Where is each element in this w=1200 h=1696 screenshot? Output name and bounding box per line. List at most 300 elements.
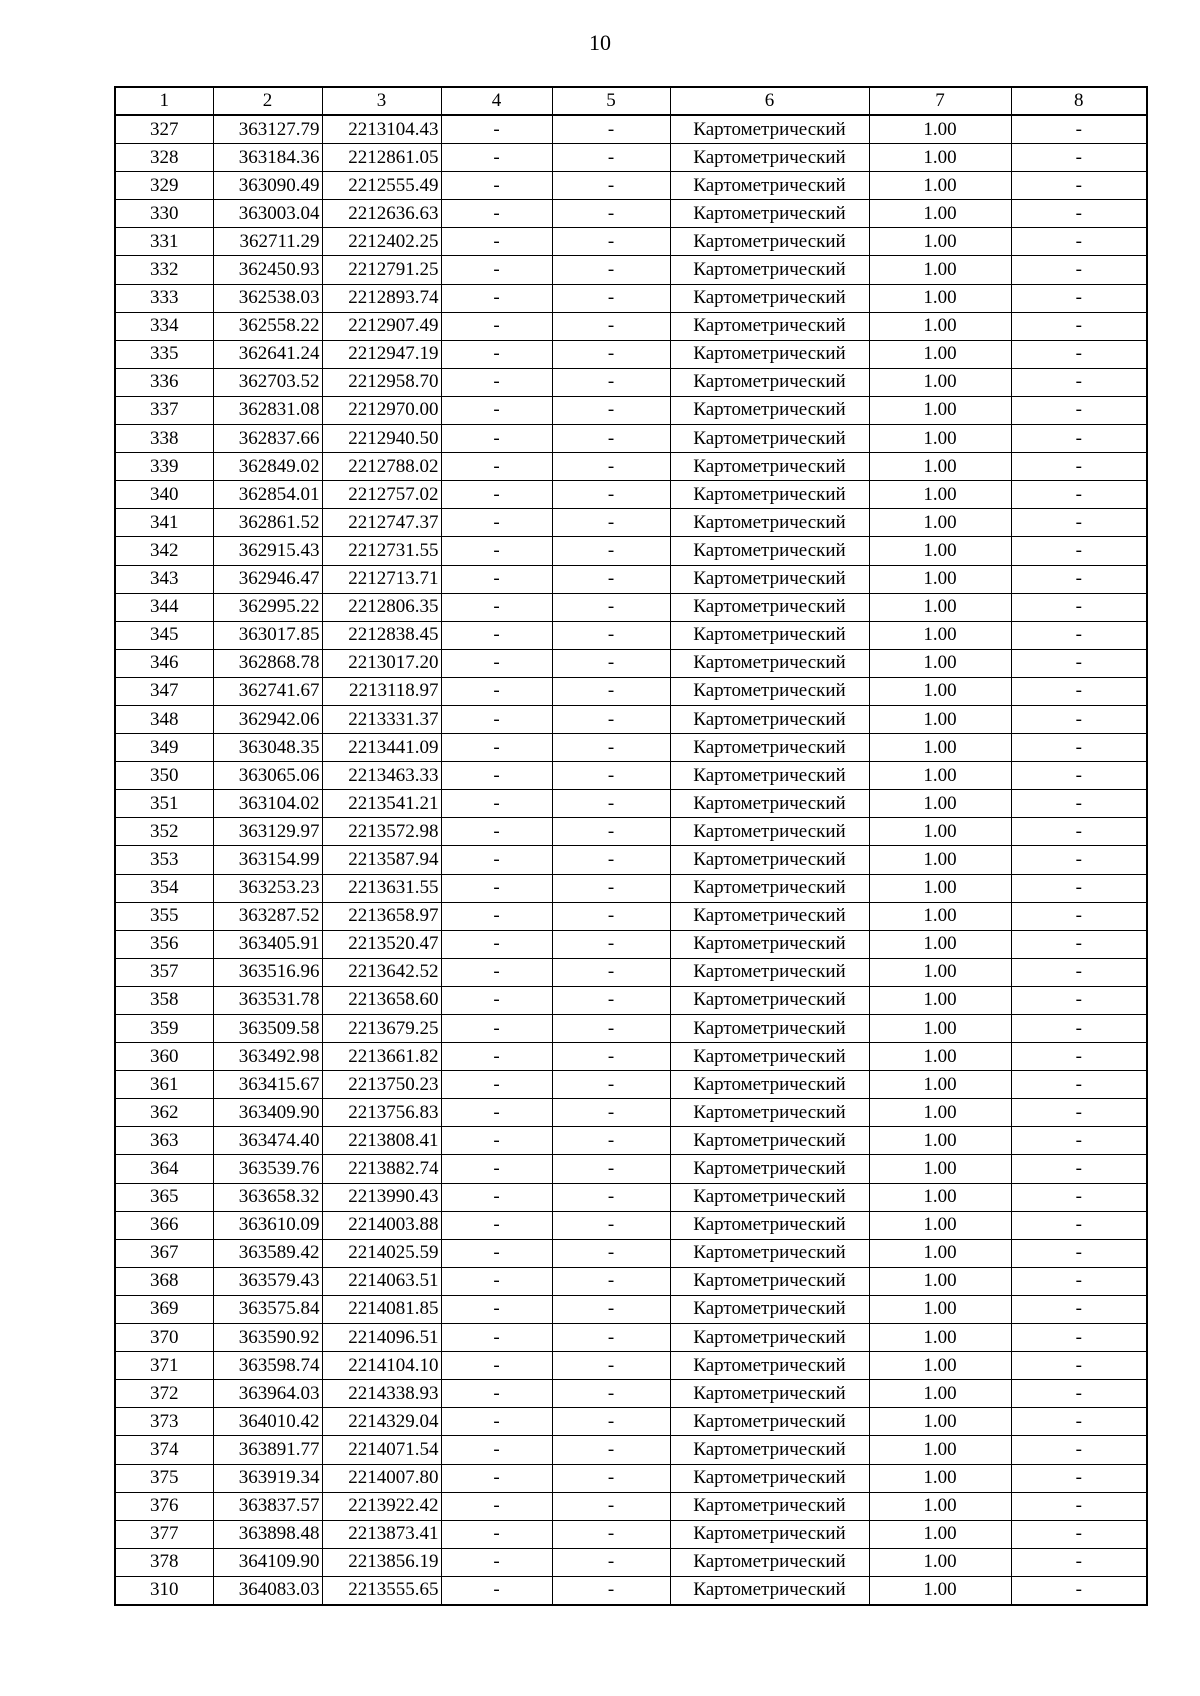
column-5-cell: -	[552, 115, 670, 144]
column-4-cell: -	[441, 1464, 552, 1492]
column-5-cell: -	[552, 1127, 670, 1155]
column-4-cell: -	[441, 1183, 552, 1211]
column-5-cell: -	[552, 874, 670, 902]
method-cell: Картометрический	[670, 705, 869, 733]
method-cell: Картометрический	[670, 762, 869, 790]
accuracy-cell: 1.00	[869, 1324, 1011, 1352]
accuracy-cell: 1.00	[869, 705, 1011, 733]
accuracy-cell: 1.00	[869, 649, 1011, 677]
x-coordinate-cell: 363492.98	[213, 1043, 322, 1071]
point-number-cell: 357	[115, 958, 213, 986]
accuracy-cell: 1.00	[869, 312, 1011, 340]
x-coordinate-cell: 363129.97	[213, 818, 322, 846]
column-header: 5	[552, 87, 670, 115]
method-cell: Картометрический	[670, 396, 869, 424]
column-5-cell: -	[552, 1239, 670, 1267]
y-coordinate-cell: 2213808.41	[322, 1127, 441, 1155]
column-5-cell: -	[552, 1099, 670, 1127]
point-number-cell: 345	[115, 621, 213, 649]
column-5-cell: -	[552, 902, 670, 930]
x-coordinate-cell: 363184.36	[213, 144, 322, 172]
accuracy-cell: 1.00	[869, 425, 1011, 453]
y-coordinate-cell: 2213922.42	[322, 1492, 441, 1520]
column-8-cell: -	[1011, 1099, 1147, 1127]
column-4-cell: -	[441, 1576, 552, 1605]
column-8-cell: -	[1011, 481, 1147, 509]
accuracy-cell: 1.00	[869, 1295, 1011, 1323]
x-coordinate-cell: 363405.91	[213, 930, 322, 958]
x-coordinate-cell: 363589.42	[213, 1239, 322, 1267]
method-cell: Картометрический	[670, 649, 869, 677]
table-row	[115, 902, 1147, 930]
table-row	[115, 818, 1147, 846]
accuracy-cell: 1.00	[869, 115, 1011, 144]
y-coordinate-cell: 2212838.45	[322, 621, 441, 649]
column-5-cell: -	[552, 200, 670, 228]
accuracy-cell: 1.00	[869, 874, 1011, 902]
table-row	[115, 1071, 1147, 1099]
y-coordinate-cell: 2213658.60	[322, 986, 441, 1014]
table-row	[115, 509, 1147, 537]
accuracy-cell: 1.00	[869, 1408, 1011, 1436]
table-row	[115, 284, 1147, 312]
point-number-cell: 349	[115, 734, 213, 762]
accuracy-cell: 1.00	[869, 986, 1011, 1014]
column-4-cell: -	[441, 1155, 552, 1183]
table-row	[115, 115, 1147, 144]
table-row	[115, 958, 1147, 986]
y-coordinate-cell: 2212731.55	[322, 537, 441, 565]
column-5-cell: -	[552, 846, 670, 874]
table-body	[115, 115, 1147, 1605]
point-number-cell: 361	[115, 1071, 213, 1099]
table-row	[115, 677, 1147, 705]
x-coordinate-cell: 363509.58	[213, 1015, 322, 1043]
table-row	[115, 1155, 1147, 1183]
column-8-cell: -	[1011, 1183, 1147, 1211]
x-coordinate-cell: 363415.67	[213, 1071, 322, 1099]
method-cell: Картометрический	[670, 1183, 869, 1211]
table-row	[115, 425, 1147, 453]
column-8-cell: -	[1011, 1127, 1147, 1155]
method-cell: Картометрический	[670, 1015, 869, 1043]
table-row	[115, 453, 1147, 481]
accuracy-cell: 1.00	[869, 537, 1011, 565]
accuracy-cell: 1.00	[869, 172, 1011, 200]
x-coordinate-cell: 363531.78	[213, 986, 322, 1014]
accuracy-cell: 1.00	[869, 902, 1011, 930]
accuracy-cell: 1.00	[869, 228, 1011, 256]
column-8-cell: -	[1011, 593, 1147, 621]
x-coordinate-cell: 362915.43	[213, 537, 322, 565]
column-8-cell: -	[1011, 200, 1147, 228]
x-coordinate-cell: 363516.96	[213, 958, 322, 986]
table-row	[115, 1099, 1147, 1127]
method-cell: Картометрический	[670, 1267, 869, 1295]
column-8-cell: -	[1011, 930, 1147, 958]
table-row	[115, 1464, 1147, 1492]
column-5-cell: -	[552, 340, 670, 368]
table-row	[115, 705, 1147, 733]
method-cell: Картометрический	[670, 284, 869, 312]
y-coordinate-cell: 2213661.82	[322, 1043, 441, 1071]
column-5-cell: -	[552, 705, 670, 733]
column-header: 6	[670, 87, 869, 115]
accuracy-cell: 1.00	[869, 1239, 1011, 1267]
method-cell: Картометрический	[670, 846, 869, 874]
x-coordinate-cell: 363003.04	[213, 200, 322, 228]
method-cell: Картометрический	[670, 1576, 869, 1605]
table-row	[115, 1211, 1147, 1239]
x-coordinate-cell: 364083.03	[213, 1576, 322, 1605]
column-8-cell: -	[1011, 1380, 1147, 1408]
y-coordinate-cell: 2214104.10	[322, 1352, 441, 1380]
accuracy-cell: 1.00	[869, 396, 1011, 424]
x-coordinate-cell: 363964.03	[213, 1380, 322, 1408]
method-cell: Картометрический	[670, 1239, 869, 1267]
x-coordinate-cell: 363154.99	[213, 846, 322, 874]
column-8-cell: -	[1011, 144, 1147, 172]
point-number-cell: 373	[115, 1408, 213, 1436]
column-4-cell: -	[441, 228, 552, 256]
x-coordinate-cell: 363837.57	[213, 1492, 322, 1520]
column-5-cell: -	[552, 593, 670, 621]
method-cell: Картометрический	[670, 368, 869, 396]
y-coordinate-cell: 2213331.37	[322, 705, 441, 733]
accuracy-cell: 1.00	[869, 1015, 1011, 1043]
method-cell: Картометрический	[670, 1520, 869, 1548]
column-8-cell: -	[1011, 649, 1147, 677]
method-cell: Картометрический	[670, 481, 869, 509]
point-number-cell: 376	[115, 1492, 213, 1520]
accuracy-cell: 1.00	[869, 677, 1011, 705]
column-4-cell: -	[441, 1548, 552, 1576]
y-coordinate-cell: 2214007.80	[322, 1464, 441, 1492]
column-4-cell: -	[441, 425, 552, 453]
method-cell: Картометрический	[670, 200, 869, 228]
x-coordinate-cell: 362837.66	[213, 425, 322, 453]
x-coordinate-cell: 363409.90	[213, 1099, 322, 1127]
column-8-cell: -	[1011, 1492, 1147, 1520]
method-cell: Картометрический	[670, 537, 869, 565]
point-number-cell: 365	[115, 1183, 213, 1211]
column-4-cell: -	[441, 396, 552, 424]
point-number-cell: 344	[115, 593, 213, 621]
x-coordinate-cell: 362538.03	[213, 284, 322, 312]
y-coordinate-cell: 2213873.41	[322, 1520, 441, 1548]
column-5-cell: -	[552, 1324, 670, 1352]
y-coordinate-cell: 2212757.02	[322, 481, 441, 509]
table-row	[115, 172, 1147, 200]
column-5-cell: -	[552, 565, 670, 593]
column-4-cell: -	[441, 621, 552, 649]
table-row	[115, 1380, 1147, 1408]
column-4-cell: -	[441, 115, 552, 144]
column-5-cell: -	[552, 986, 670, 1014]
column-4-cell: -	[441, 1239, 552, 1267]
x-coordinate-cell: 362711.29	[213, 228, 322, 256]
table-row	[115, 1183, 1147, 1211]
column-8-cell: -	[1011, 228, 1147, 256]
column-header: 3	[322, 87, 441, 115]
column-8-cell: -	[1011, 115, 1147, 144]
column-header: 1	[115, 87, 213, 115]
column-4-cell: -	[441, 902, 552, 930]
column-5-cell: -	[552, 1071, 670, 1099]
y-coordinate-cell: 2213463.33	[322, 762, 441, 790]
column-5-cell: -	[552, 621, 670, 649]
accuracy-cell: 1.00	[869, 453, 1011, 481]
accuracy-cell: 1.00	[869, 1071, 1011, 1099]
point-number-cell: 343	[115, 565, 213, 593]
column-5-cell: -	[552, 1155, 670, 1183]
table-row	[115, 986, 1147, 1014]
method-cell: Картометрический	[670, 1295, 869, 1323]
column-4-cell: -	[441, 1380, 552, 1408]
column-4-cell: -	[441, 481, 552, 509]
column-8-cell: -	[1011, 986, 1147, 1014]
column-4-cell: -	[441, 1071, 552, 1099]
column-5-cell: -	[552, 284, 670, 312]
column-5-cell: -	[552, 1436, 670, 1464]
column-5-cell: -	[552, 172, 670, 200]
accuracy-cell: 1.00	[869, 1267, 1011, 1295]
method-cell: Картометрический	[670, 1436, 869, 1464]
y-coordinate-cell: 2213882.74	[322, 1155, 441, 1183]
method-cell: Картометрический	[670, 1408, 869, 1436]
accuracy-cell: 1.00	[869, 340, 1011, 368]
point-number-cell: 310	[115, 1576, 213, 1605]
method-cell: Картометрический	[670, 115, 869, 144]
x-coordinate-cell: 363610.09	[213, 1211, 322, 1239]
y-coordinate-cell: 2213555.65	[322, 1576, 441, 1605]
method-cell: Картометрический	[670, 340, 869, 368]
table-row	[115, 1015, 1147, 1043]
table-row	[115, 1548, 1147, 1576]
method-cell: Картометрический	[670, 1464, 869, 1492]
column-8-cell: -	[1011, 425, 1147, 453]
point-number-cell: 336	[115, 368, 213, 396]
y-coordinate-cell: 2213572.98	[322, 818, 441, 846]
y-coordinate-cell: 2212402.25	[322, 228, 441, 256]
accuracy-cell: 1.00	[869, 593, 1011, 621]
accuracy-cell: 1.00	[869, 1436, 1011, 1464]
x-coordinate-cell: 362741.67	[213, 677, 322, 705]
column-8-cell: -	[1011, 1071, 1147, 1099]
accuracy-cell: 1.00	[869, 1492, 1011, 1520]
point-number-cell: 356	[115, 930, 213, 958]
column-5-cell: -	[552, 790, 670, 818]
y-coordinate-cell: 2213541.21	[322, 790, 441, 818]
point-number-cell: 377	[115, 1520, 213, 1548]
column-8-cell: -	[1011, 705, 1147, 733]
x-coordinate-cell: 363919.34	[213, 1464, 322, 1492]
column-5-cell: -	[552, 1183, 670, 1211]
table-row	[115, 1576, 1147, 1605]
column-8-cell: -	[1011, 565, 1147, 593]
column-8-cell: -	[1011, 172, 1147, 200]
method-cell: Картометрический	[670, 818, 869, 846]
method-cell: Картометрический	[670, 958, 869, 986]
accuracy-cell: 1.00	[869, 1352, 1011, 1380]
table-row	[115, 481, 1147, 509]
column-8-cell: -	[1011, 1015, 1147, 1043]
column-5-cell: -	[552, 677, 670, 705]
method-cell: Картометрический	[670, 453, 869, 481]
point-number-cell: 338	[115, 425, 213, 453]
column-8-cell: -	[1011, 340, 1147, 368]
column-4-cell: -	[441, 846, 552, 874]
y-coordinate-cell: 2212940.50	[322, 425, 441, 453]
point-number-cell: 337	[115, 396, 213, 424]
x-coordinate-cell: 362703.52	[213, 368, 322, 396]
method-cell: Картометрический	[670, 1548, 869, 1576]
column-4-cell: -	[441, 509, 552, 537]
y-coordinate-cell: 2212893.74	[322, 284, 441, 312]
x-coordinate-cell: 362861.52	[213, 509, 322, 537]
accuracy-cell: 1.00	[869, 846, 1011, 874]
column-4-cell: -	[441, 256, 552, 284]
point-number-cell: 358	[115, 986, 213, 1014]
column-4-cell: -	[441, 144, 552, 172]
accuracy-cell: 1.00	[869, 1099, 1011, 1127]
column-5-cell: -	[552, 1548, 670, 1576]
accuracy-cell: 1.00	[869, 256, 1011, 284]
column-5-cell: -	[552, 762, 670, 790]
accuracy-cell: 1.00	[869, 565, 1011, 593]
table-row	[115, 734, 1147, 762]
method-cell: Картометрический	[670, 312, 869, 340]
point-number-cell: 331	[115, 228, 213, 256]
accuracy-cell: 1.00	[869, 1464, 1011, 1492]
point-number-cell: 328	[115, 144, 213, 172]
column-4-cell: -	[441, 705, 552, 733]
table-row	[115, 846, 1147, 874]
point-number-cell: 347	[115, 677, 213, 705]
x-coordinate-cell: 364010.42	[213, 1408, 322, 1436]
column-4-cell: -	[441, 1267, 552, 1295]
table-row	[115, 144, 1147, 172]
y-coordinate-cell: 2213756.83	[322, 1099, 441, 1127]
table-row	[115, 1520, 1147, 1548]
point-number-cell: 333	[115, 284, 213, 312]
x-coordinate-cell: 362995.22	[213, 593, 322, 621]
column-4-cell: -	[441, 537, 552, 565]
method-cell: Картометрический	[670, 425, 869, 453]
table-row	[115, 256, 1147, 284]
column-8-cell: -	[1011, 1239, 1147, 1267]
column-8-cell: -	[1011, 1464, 1147, 1492]
table-row	[115, 1352, 1147, 1380]
y-coordinate-cell: 2212791.25	[322, 256, 441, 284]
column-8-cell: -	[1011, 537, 1147, 565]
column-4-cell: -	[441, 649, 552, 677]
y-coordinate-cell: 2212907.49	[322, 312, 441, 340]
y-coordinate-cell: 2212555.49	[322, 172, 441, 200]
x-coordinate-cell: 363090.49	[213, 172, 322, 200]
method-cell: Картометрический	[670, 1492, 869, 1520]
y-coordinate-cell: 2213441.09	[322, 734, 441, 762]
column-4-cell: -	[441, 790, 552, 818]
x-coordinate-cell: 362641.24	[213, 340, 322, 368]
point-number-cell: 334	[115, 312, 213, 340]
column-4-cell: -	[441, 1492, 552, 1520]
accuracy-cell: 1.00	[869, 144, 1011, 172]
column-5-cell: -	[552, 312, 670, 340]
x-coordinate-cell: 363017.85	[213, 621, 322, 649]
column-4-cell: -	[441, 368, 552, 396]
column-5-cell: -	[552, 1295, 670, 1323]
column-4-cell: -	[441, 734, 552, 762]
x-coordinate-cell: 363579.43	[213, 1267, 322, 1295]
method-cell: Картометрический	[670, 1127, 869, 1155]
column-header: 7	[869, 87, 1011, 115]
column-4-cell: -	[441, 1295, 552, 1323]
method-cell: Картометрический	[670, 1071, 869, 1099]
point-number-cell: 327	[115, 115, 213, 144]
y-coordinate-cell: 2213658.97	[322, 902, 441, 930]
x-coordinate-cell: 363590.92	[213, 1324, 322, 1352]
column-8-cell: -	[1011, 453, 1147, 481]
column-5-cell: -	[552, 1492, 670, 1520]
x-coordinate-cell: 362854.01	[213, 481, 322, 509]
accuracy-cell: 1.00	[869, 509, 1011, 537]
point-number-cell: 346	[115, 649, 213, 677]
column-8-cell: -	[1011, 734, 1147, 762]
column-8-cell: -	[1011, 1324, 1147, 1352]
column-4-cell: -	[441, 1211, 552, 1239]
column-8-cell: -	[1011, 1408, 1147, 1436]
y-coordinate-cell: 2212636.63	[322, 200, 441, 228]
table-row	[115, 565, 1147, 593]
method-cell: Картометрический	[670, 874, 869, 902]
column-8-cell: -	[1011, 396, 1147, 424]
column-4-cell: -	[441, 1043, 552, 1071]
column-5-cell: -	[552, 144, 670, 172]
table-row	[115, 1492, 1147, 1520]
column-4-cell: -	[441, 312, 552, 340]
method-cell: Картометрический	[670, 930, 869, 958]
column-5-cell: -	[552, 1408, 670, 1436]
accuracy-cell: 1.00	[869, 1576, 1011, 1605]
column-8-cell: -	[1011, 509, 1147, 537]
column-8-cell: -	[1011, 958, 1147, 986]
y-coordinate-cell: 2213856.19	[322, 1548, 441, 1576]
coordinates-table	[114, 86, 1148, 1606]
method-cell: Картометрический	[670, 256, 869, 284]
column-4-cell: -	[441, 1520, 552, 1548]
method-cell: Картометрический	[670, 144, 869, 172]
x-coordinate-cell: 362868.78	[213, 649, 322, 677]
column-8-cell: -	[1011, 1548, 1147, 1576]
point-number-cell: 329	[115, 172, 213, 200]
y-coordinate-cell: 2213118.97	[322, 677, 441, 705]
method-cell: Картометрический	[670, 172, 869, 200]
y-coordinate-cell: 2212947.19	[322, 340, 441, 368]
column-5-cell: -	[552, 1043, 670, 1071]
y-coordinate-cell: 2214025.59	[322, 1239, 441, 1267]
column-4-cell: -	[441, 1015, 552, 1043]
column-5-cell: -	[552, 453, 670, 481]
column-8-cell: -	[1011, 1576, 1147, 1605]
column-5-cell: -	[552, 958, 670, 986]
x-coordinate-cell: 364109.90	[213, 1548, 322, 1576]
x-coordinate-cell: 363048.35	[213, 734, 322, 762]
page-number: 10	[589, 30, 611, 55]
point-number-cell: 359	[115, 1015, 213, 1043]
column-4-cell: -	[441, 340, 552, 368]
column-8-cell: -	[1011, 762, 1147, 790]
